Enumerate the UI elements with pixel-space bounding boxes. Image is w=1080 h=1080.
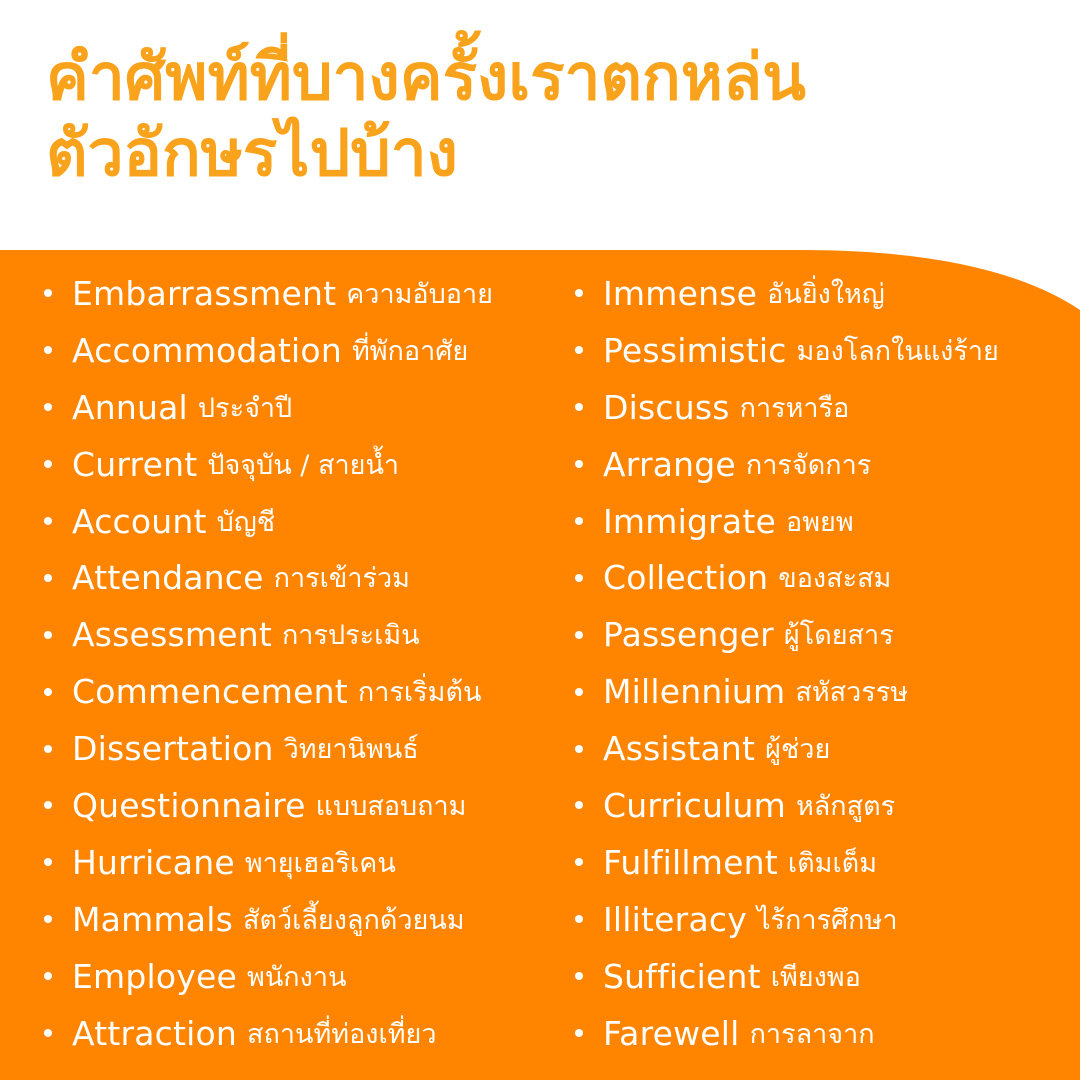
thai-meaning: เติมเต็ม: [787, 847, 878, 879]
thai-meaning: การเริ่มต้น: [357, 677, 482, 709]
thai-meaning: สถานที่ท่องเที่ยว: [247, 1018, 437, 1050]
english-word: Passenger: [603, 615, 774, 655]
bullet-icon: [575, 745, 583, 753]
thai-meaning: ประจำปี: [197, 392, 293, 424]
english-word: Assistant: [603, 729, 756, 769]
vocab-item: [44, 1005, 493, 1062]
bullet-icon: [575, 858, 583, 866]
thai-meaning: การหารือ: [739, 392, 850, 424]
thai-meaning: ของสะสม: [778, 563, 892, 595]
vocab-item: [44, 436, 493, 493]
bullet-icon: [575, 289, 583, 297]
thai-meaning: การประเมิน: [281, 620, 420, 652]
bullet-icon: [44, 517, 52, 525]
thai-meaning: การจัดการ: [745, 449, 872, 481]
bullet-icon: [44, 801, 52, 809]
bullet-icon: [575, 346, 583, 354]
bullet-icon: [575, 915, 583, 923]
english-word: Arrange: [603, 444, 736, 484]
english-word: Immigrate: [603, 501, 776, 541]
bullet-icon: [44, 972, 52, 980]
english-word: Accommodation: [72, 330, 342, 370]
bullet-icon: [575, 460, 583, 468]
vocab-item: [575, 720, 999, 777]
title-line-2: ตัวอักษรไปบ้าง: [46, 117, 458, 191]
vocab-item: [575, 549, 999, 606]
thai-meaning: ปัจจุบัน / สายน้ำ: [207, 449, 400, 481]
page-title: [46, 40, 1056, 192]
vocab-item: [575, 663, 999, 720]
vocab-item: [575, 322, 999, 379]
thai-meaning: มองโลกในแง่ร้าย: [796, 335, 999, 367]
vocab-item: [575, 891, 999, 948]
english-word: Mammals: [72, 899, 233, 939]
english-word: Account: [72, 501, 207, 541]
bullet-icon: [44, 631, 52, 639]
english-word: Immense: [603, 273, 758, 313]
bullet-icon: [575, 631, 583, 639]
english-word: Employee: [72, 956, 238, 996]
english-word: Pessimistic: [603, 330, 787, 370]
vocab-item: [44, 493, 493, 550]
vocab-item: [575, 493, 999, 550]
vocab-item: [44, 549, 493, 606]
vocab-item: [575, 948, 999, 1005]
vocabulary-list-right: [575, 265, 999, 1061]
bullet-icon: [44, 574, 52, 582]
english-word: Current: [72, 444, 198, 484]
bullet-icon: [575, 801, 583, 809]
vocabulary-list-left: [44, 265, 493, 1061]
thai-meaning: อพยพ: [785, 506, 854, 538]
bullet-icon: [575, 1029, 583, 1037]
vocab-item: [575, 265, 999, 322]
vocab-item: [575, 606, 999, 663]
vocab-item: [44, 834, 493, 891]
bullet-icon: [44, 745, 52, 753]
vocab-item: [44, 663, 493, 720]
english-word: Collection: [603, 558, 769, 598]
english-word: Hurricane: [72, 842, 235, 882]
bullet-icon: [44, 403, 52, 411]
english-word: Illiteracy: [603, 899, 747, 939]
vocab-item: [44, 948, 493, 1005]
english-word: Sufficient: [603, 956, 761, 996]
bullet-icon: [44, 289, 52, 297]
thai-meaning: สหัสวรรษ: [795, 677, 909, 709]
thai-meaning: ที่พักอาศัย: [351, 335, 469, 367]
vocab-item: [575, 1005, 999, 1062]
thai-meaning: การลาจาก: [749, 1018, 875, 1050]
bullet-icon: [44, 858, 52, 866]
thai-meaning: แบบสอบถาม: [315, 790, 467, 822]
english-word: Embarrassment: [72, 273, 337, 313]
thai-meaning: หลักสูตร: [795, 790, 896, 822]
bullet-icon: [575, 574, 583, 582]
english-word: Dissertation: [72, 729, 274, 769]
english-word: Curriculum: [603, 785, 786, 825]
thai-meaning: ผู้โดยสาร: [783, 620, 894, 652]
bullet-icon: [44, 346, 52, 354]
vocab-item: [575, 834, 999, 891]
vocab-item: [44, 720, 493, 777]
english-word: Commencement: [72, 672, 348, 712]
thai-meaning: วิทยานิพนธ์: [283, 734, 419, 766]
vocab-item: [575, 436, 999, 493]
title-line-1: คำศัพท์ที่บางครั้งเราตกหล่น: [46, 41, 806, 115]
thai-meaning: สัตว์เลี้ยงลูกด้วยนม: [242, 904, 465, 936]
bullet-icon: [44, 688, 52, 696]
bullet-icon: [44, 915, 52, 923]
bullet-icon: [44, 460, 52, 468]
thai-meaning: ไร้การศึกษา: [756, 904, 898, 936]
english-word: Attendance: [72, 558, 264, 598]
vocab-item: [44, 379, 493, 436]
vocab-item: [44, 606, 493, 663]
vocab-item: [44, 265, 493, 322]
thai-meaning: ผู้ช่วย: [765, 734, 831, 766]
bullet-icon: [575, 688, 583, 696]
bullet-icon: [575, 517, 583, 525]
thai-meaning: บัญชี: [216, 506, 276, 538]
thai-meaning: พนักงาน: [247, 961, 347, 993]
english-word: Assessment: [72, 615, 272, 655]
english-word: Millennium: [603, 672, 786, 712]
english-word: Discuss: [603, 387, 730, 427]
thai-meaning: เพียงพอ: [770, 961, 861, 993]
thai-meaning: อันยิ่งใหญ่: [767, 278, 885, 310]
thai-meaning: พายุเฮอริเคน: [244, 847, 396, 879]
english-word: Annual: [72, 387, 188, 427]
vocab-item: [44, 891, 493, 948]
vocab-item: [44, 777, 493, 834]
vocab-item: [575, 379, 999, 436]
bullet-icon: [575, 403, 583, 411]
vocab-item: [575, 777, 999, 834]
english-word: Questionnaire: [72, 785, 306, 825]
english-word: Fulfillment: [603, 842, 778, 882]
vocab-item: [44, 322, 493, 379]
english-word: Farewell: [603, 1013, 740, 1053]
thai-meaning: ความอับอาย: [346, 278, 493, 310]
bullet-icon: [44, 1029, 52, 1037]
thai-meaning: การเข้าร่วม: [273, 563, 410, 595]
bullet-icon: [575, 972, 583, 980]
english-word: Attraction: [72, 1013, 238, 1053]
